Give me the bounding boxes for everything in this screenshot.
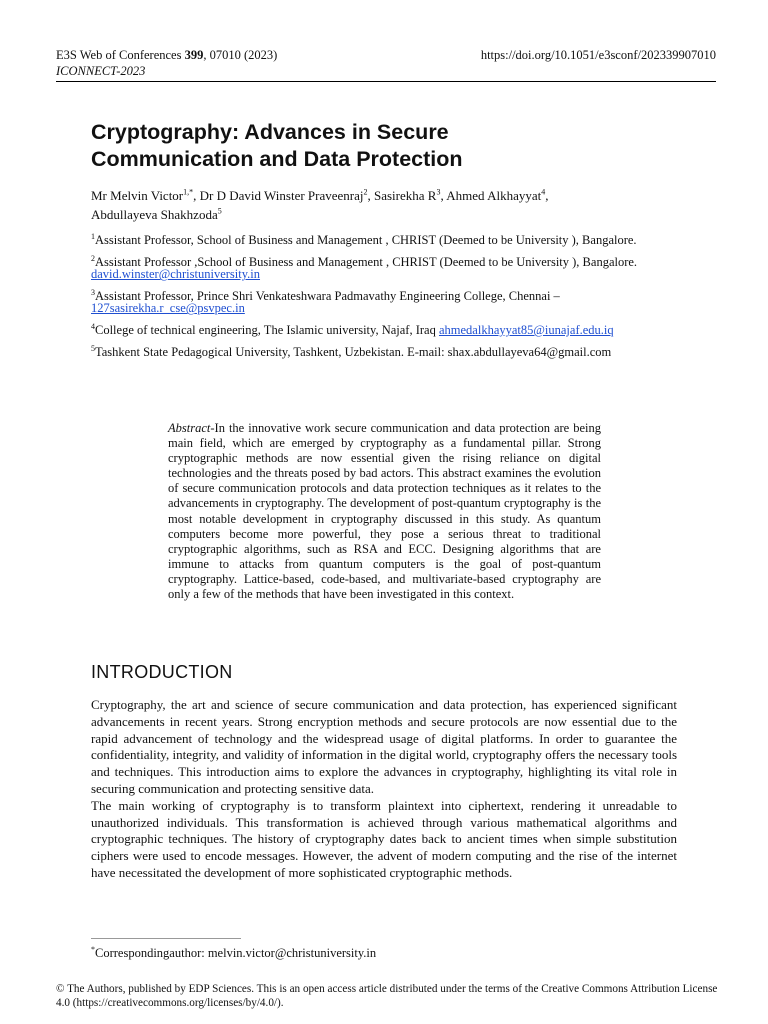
section-heading: INTRODUCTION [91,662,233,682]
affiliation: $^1$Assistant Professor, School of Business and Management , CHRIST (Deemed to be University ), Bangalore. [91,232,637,248]
paper-title: Cryptography: Advances in Secure Communication and Data Protection [91,120,463,171]
header-divider [56,81,716,82]
introduction-body [91,697,677,882]
paragraph: The main working of cryptography is to transform plaintext into ciphertext, rendering it unreadable to unauthorized individuals. This transformation is achieved through various mathematical algorithms and cryptographic techniques. The history of cryptography dates back to ancient times when simple substitution ciphers were used to encode messages. However, the advent of modern computing and the rise of the internet have necessitated the development of more sophisticated cryptographic methods. [91,797,677,880]
email-link[interactable]: ahmedalkhayyat85@iunajaf.edu.iq [438,323,614,338]
abstract [168,421,601,602]
affiliation: $^2$Assistant Professor ,School of Business and Management , CHRIST (Deemed to be University ), Bangalore. david.winster@christuniversity.in [91,253,638,282]
corresponding-author-footnote: *Correspondingauthor: melvin.victor@christuniversity.in [91,945,377,961]
affiliation-list [91,231,681,364]
copyright-notice: © The Authors, published by EDP Sciences. This is an open access article distributed under the terms of the Creative Commons Attribution License 4.0 (https://creativecommons.org/licenses/by/4.0/). [56,983,718,1009]
author-list [91,185,691,222]
journal-citation: E3S Web of Conferences 399, 07010 (2023) [56,48,278,62]
affiliation: $^4$College of technical engineering, The Islamic university, Najaf, Iraq ahmedalkhayyat85@iunajaf.edu.iq [91,321,614,338]
affiliation: $^3$Assistant Professor, Prince Shri Venkateshwara Padmavathy Engineering College, Chennai – 127sasirekha.r_cse@psvpec.in [91,287,560,316]
affiliation: $^5$Tashkent State Pedagogical University, Tashkent, Uzbekistan. E-mail: shax.abdullayeva64@gmail.com [91,343,612,359]
email-link[interactable]: david.winster@christuniversity.in [91,267,261,282]
author: Dr D David Winster Praveenraj$^2$, [199,188,374,204]
author: Mr Melvin Victor$^{1,*}$, [91,188,200,204]
running-header-left [56,47,277,79]
abstract-label: Abstract- [168,421,215,435]
paragraph: Cryptography, the art and science of secure communication and data protection, has experienced significant advancements in recent years. Strong encryption methods and secure protocols are now essential due to the rapid advancement of technology and the widespread usage of digital platforms. In order to guarantee the confidentiality, integrity, and validity of information in the digital world, cryptography offers the necessary tools and techniques. This introduction aims to explore the advances in cryptography, highlighting its vital role in securing communication and protecting sensitive data. [91,697,677,796]
author: Sasirekha $R^3$, [374,188,447,204]
email-link[interactable]: 127sasirekha.r_cse@psvpec.in [91,301,245,316]
doi-link[interactable]: https://doi.org/10.1051/e3sconf/202339907010 [480,48,716,62]
conference-name: ICONNECT-2023 [56,64,146,78]
abstract-text: In the innovative work secure communication and data protection are being main field, which are emerged by cryptography as a fundamental pillar. Strong cryptographic methods are now essential given the rising reliance on digital technologies and the threats posed by bad actors. This abstract examines the evolution of secure communication protocols and data protection techniques as it relates to the advancements in cryptography. The development of post-quantum cryptography is the most notable development in cryptography discussed in this study. As quantum computers become more powerful, they pose a serious threat to traditional cryptographic algorithms, such as RSA and ECC. Designing algorithms that are immune to attacks from quantum computers is the goal of post-quantum cryptography. Lattice-based, code-based, and multivariate-based cryptography are only a few of the methods that have been investigated in this context. [168,421,601,602]
footnote-divider [91,938,241,939]
author: Ahmed Alkhayyat$^4$, [446,188,549,204]
author: Abdullayeva Shakhzoda$^5$ [91,206,222,222]
